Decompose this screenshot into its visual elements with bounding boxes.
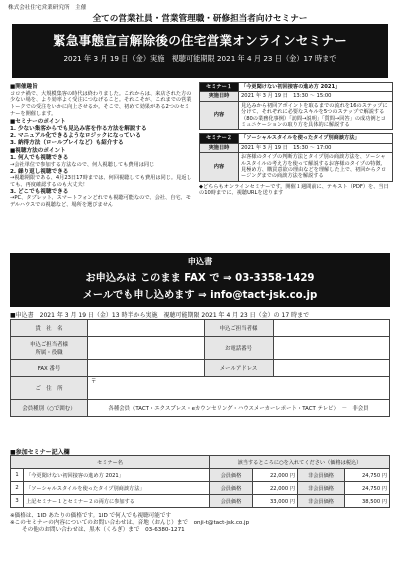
seminar-1-date: 2021 年 3 月 19 日 13:30 ～ 15:00 xyxy=(239,92,393,101)
nonmember-price[interactable]: 24,750 円 xyxy=(345,469,390,482)
nonmember-price-label: 非会員価格 xyxy=(298,482,345,495)
company-label: 貴 社 名 xyxy=(11,320,88,337)
points-heading: ■セミナーのポイント xyxy=(10,119,66,126)
seminar-2-date-label: 実施日時 xyxy=(200,143,239,152)
phone-label: お電話番号 xyxy=(204,337,273,360)
apply-banner xyxy=(10,253,390,307)
left-column xyxy=(10,84,194,209)
nonmember-price-label: 非会員価格 xyxy=(298,469,345,482)
viewing-2: 2. 繰り返し視聴できる xyxy=(10,168,69,175)
seminar-2-table xyxy=(199,133,393,181)
viewing-1: 1. 何人でも視聴できる xyxy=(10,155,69,162)
point-1: 1. 少ない集客からでも見込み客を作る方法を解説する xyxy=(10,125,147,132)
row-name: 上記セミナー１とセミナー２の両方に参加する xyxy=(24,495,210,508)
nonmember-price-label: 非会員価格 xyxy=(298,495,345,508)
apply-mail[interactable]: メールでも申し込めます ⇒ info@tact-jsk.co.jp xyxy=(82,290,318,301)
table-row xyxy=(11,469,390,482)
nonmember-price[interactable]: 38,500 円 xyxy=(345,495,390,508)
row-name: 「今更聞けない初回接客の進め方 2021」 xyxy=(24,469,210,482)
table-row xyxy=(11,495,390,508)
seminar-1-content-label: 内容 xyxy=(200,101,239,130)
event-dates: 2021 年 3 月 19 日（金）実施 視聴可能期限 2021 年 4 月 23 日（金）17 時まで xyxy=(63,54,337,63)
fax-label: FAX 番号 xyxy=(11,360,88,377)
point-2: 2. マニュアル化できるようなロジックになっている xyxy=(10,132,141,139)
seminar-2-date: 2021 年 3 月 19 日 15:30 ～ 17:00 xyxy=(239,143,393,152)
row-name: 「ソーシャルスタイルを使ったタイプ別商談方法」 xyxy=(24,482,210,495)
point-3: 3. 納得方法（ロールプレイなど）も紹介する xyxy=(10,139,124,146)
viewing-3: 3. どこでも視聴できる xyxy=(10,188,69,195)
member-price-label: 会員価格 xyxy=(210,469,253,482)
row-no: 1 xyxy=(11,469,24,482)
online-note: ◆どちらもオンラインセミナーです。開催１週間前に、テキスト（PDF）を、当日の10時までに、視聴URLを送ります xyxy=(199,183,389,197)
member-price[interactable]: 22,000 円 xyxy=(253,469,298,482)
address-label: ご 住 所 xyxy=(11,377,88,400)
member-label: 会員種別（○で囲む） xyxy=(11,400,88,417)
row-no: 2 xyxy=(11,482,24,495)
seminar-2-label: セミナー２ xyxy=(200,134,239,143)
price-col-header: 該当するところに○を入れてください（価格は税込） xyxy=(210,456,390,469)
seminar-1-title: 「今更聞けない初回接客の進め方 2021」 xyxy=(239,83,393,92)
apply-title: 申込書 xyxy=(187,256,213,266)
seminar-1-content: 見込みから初回アポイントを取るまでの流れを16のステップに分けて、それぞれに必要なスキルを5つのステップで解説する（80の業務化事例）「訪問→説明」「質問→回答」の成功例とコミュニケーションの取り方を具体的に解説する xyxy=(239,101,393,130)
seminar-entry-heading: ■参加セミナー記入欄 xyxy=(10,449,70,456)
seminar-1-date-label: 実施日時 xyxy=(200,92,239,101)
viewing-1-desc: →会社単位で参加する方法なので、何人視聴しても費用は同じ xyxy=(10,161,155,168)
seminar-2-content: お客様のタイプの判断方法とタイプ別の商談方法を、ソーシャルスタイルの考え方を使って解説するお客様のタイプの特徴、見極め方、購買意欲の理由などを理解した上で、初回からクロージングまでの商談方法を解説する xyxy=(239,153,393,182)
target-audience: 全ての営業社員・営業管理職・研修担当者向けセミナー xyxy=(92,14,308,24)
address-field[interactable] xyxy=(88,377,390,400)
purpose-heading: ■開催趣旨 xyxy=(10,84,38,90)
seminar-1-label: セミナー１ xyxy=(200,83,239,92)
fax-field[interactable] xyxy=(88,360,205,377)
company-field[interactable] xyxy=(88,320,205,337)
member-price-label: 会員価格 xyxy=(210,482,253,495)
phone-field[interactable] xyxy=(273,337,390,360)
postal-mark: 〒 xyxy=(91,379,97,385)
dept-label: 申込ご担当者様 所属・役職 xyxy=(11,337,88,360)
right-column xyxy=(199,82,393,197)
nonmember-price[interactable]: 24,750 円 xyxy=(345,482,390,495)
seminar-1-table xyxy=(199,82,393,130)
footer-note-1: ※価格は、1ID あたりの価格です。1ID で何人でも視聴可能です xyxy=(10,513,172,519)
member-price[interactable]: 22,000 円 xyxy=(253,482,298,495)
page-title: 緊急事態宣言解除後の住宅営業オンラインセミナー xyxy=(53,33,347,48)
dept-field[interactable] xyxy=(88,337,205,360)
member-price[interactable]: 33,000 円 xyxy=(253,495,298,508)
viewing-heading: ■視聴方法のポイント xyxy=(10,148,66,155)
mail-field[interactable] xyxy=(273,360,390,377)
mail-label: メールアドレス xyxy=(204,360,273,377)
viewing-2-desc: →視聴期限である、4月23日17時までは、何回視聴しても費用は同じ。見返しても、再度確認するのも大丈夫！ xyxy=(10,175,192,188)
person-label: 申込ご担当者様 xyxy=(204,320,273,337)
footer-note-2: ※このセミナーの内容についてのお問い合わせは、音地（おんじ）まで onji-t@tact-jsk.co.jp xyxy=(10,520,250,527)
table-row xyxy=(11,482,390,495)
person-field[interactable] xyxy=(273,320,390,337)
row-no: 3 xyxy=(11,495,24,508)
seminar-col-header: セミナー名 xyxy=(11,456,210,469)
member-options[interactable]: 各種会員（TACT・エクスプレス・eカウンセリング・ハウスメーカーレポート・TACT テレビ） － 非会員 xyxy=(88,400,390,417)
organizer-text: 株式会社住宅営業研究所 主催 xyxy=(8,5,87,11)
footer-note-3: その他のお問い合わせは、黒木（くろぎ）まで 03-6380-1271 xyxy=(22,527,185,534)
apply-form-heading: ■申込書 2021 年 3 月 19 日（金）13 時半から実施 視聴可能期限 2021 年 4 月 23 日（金）の 17 時まで xyxy=(10,312,310,319)
purpose-text: コロナ禍で、大規模集客の時代は終わりました。これからは、来店された方の少ない場を、より効率よく受注につなげること。それこそが、これまでの営業トークでの受注をいかに向上させるか。そこで、初めて効果がある2つのセミナーを開催します。 xyxy=(10,90,192,117)
application-form xyxy=(10,319,390,417)
member-price-label: 会員価格 xyxy=(210,495,253,508)
seminar-2-title: 「ソーシャルスタイルを使ったタイプ別商談方法」 xyxy=(239,134,393,143)
seminar-entry-table xyxy=(10,455,390,508)
viewing-3-desc: →PC、タブレット、スマートフォンどれでも視聴可能なので、会社、自宅、モデルハウスでの視聴など、場所を選びません xyxy=(10,195,191,208)
seminar-2-content-label: 内容 xyxy=(200,153,239,182)
apply-fax[interactable]: お申込みは このまま FAX で ⇒ 03-3358-1429 xyxy=(85,273,315,284)
footer-notes xyxy=(10,513,390,535)
title-banner xyxy=(12,24,388,78)
